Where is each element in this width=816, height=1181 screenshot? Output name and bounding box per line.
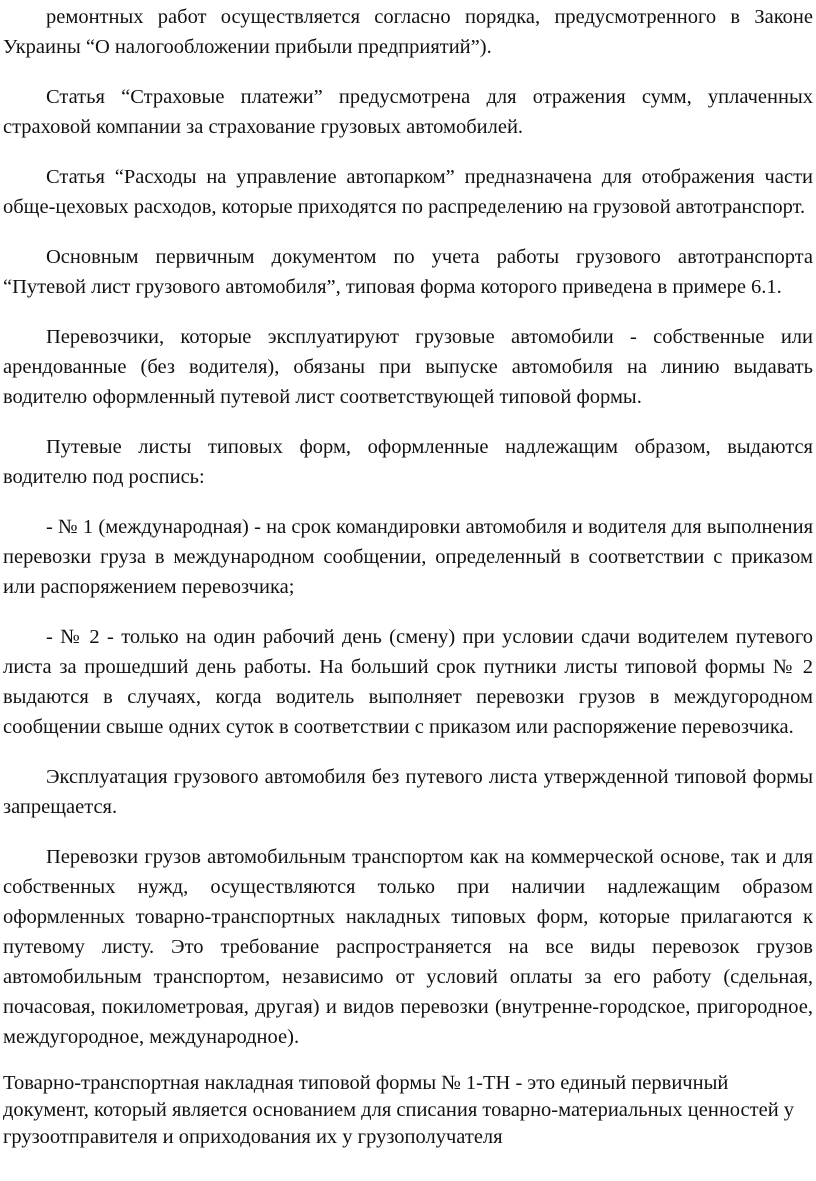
paragraph-4: Основным первичным документом по учета работы грузового автотранспорта “Путевой лист грузового автомобиля”, типовая форма которого приведена в примере 6.1. — [3, 246, 813, 298]
paragraph-11: Товарно-транспортная накладная типовой формы № 1-ТН - это единый первичный документ, который является основанием для списания товарно-материальных ценностей у грузоотправителя и оприходования их у грузополучателя — [3, 1072, 795, 1148]
paragraph-6: Путевые листы типовых форм, оформленные надлежащим образом, выдаются водителю под роспись: — [3, 436, 813, 488]
paragraph-3: Статья “Расходы на управление автопарком” предназначена для отображения части обще-цеховых расходов, которые приходятся по распределению на грузовой автотранспорт. — [3, 166, 813, 218]
paragraph-7: - № 1 (международная) - на срок командировки автомобиля и водителя для выполнения перевозки груза в международном сообщении, определенный в соответствии с приказом или распоряжением перевозчика; — [3, 516, 813, 598]
paragraph-2: Статья “Страховые платежи” предусмотрена для отражения сумм, уплаченных страховой компании за страхование грузовых автомобилей. — [3, 86, 813, 138]
paragraph-1: ремонтных работ осуществляется согласно порядка, предусмотренного в Законе Украины “О налогообложении прибыли предприятий”). — [3, 6, 813, 58]
paragraph-10: Перевозки грузов автомобильным транспортом как на коммерческой основе, так и для собственных нужд, осуществляются только при наличии надлежащим образом оформленных товарно-транспортных накладных типовых форм, которые прилагаются к путевому листу. Это требование распространяется на все виды перевозок грузов автомобильным транспортом, независимо от условий оплаты за его работу (сдельная, почасовая, покилометровая, другая) и видов перевозки (внутренне-городское, пригородное, междугородное, международное). — [3, 846, 813, 1048]
paragraph-9: Эксплуатация грузового автомобиля без путевого листа утвержденной типовой формы запрещается. — [3, 766, 813, 818]
paragraph-8: - № 2 - только на один рабочий день (смену) при условии сдачи водителем путевого листа за прошедший день работы. На больший срок путники листы типовой формы № 2 выдаются в случаях, когда водитель выполняет перевозки грузов в междугородном сообщении свыше одних суток в соответствии с приказом или распоряжение перевозчика. — [3, 626, 813, 738]
paragraph-5: Перевозчики, которые эксплуатируют грузовые автомобили - собственные или арендованные (без водителя), обязаны при выпуске автомобиля на линию выдавать водителю оформленный путевой лист соответствующей типовой формы. — [3, 326, 813, 408]
